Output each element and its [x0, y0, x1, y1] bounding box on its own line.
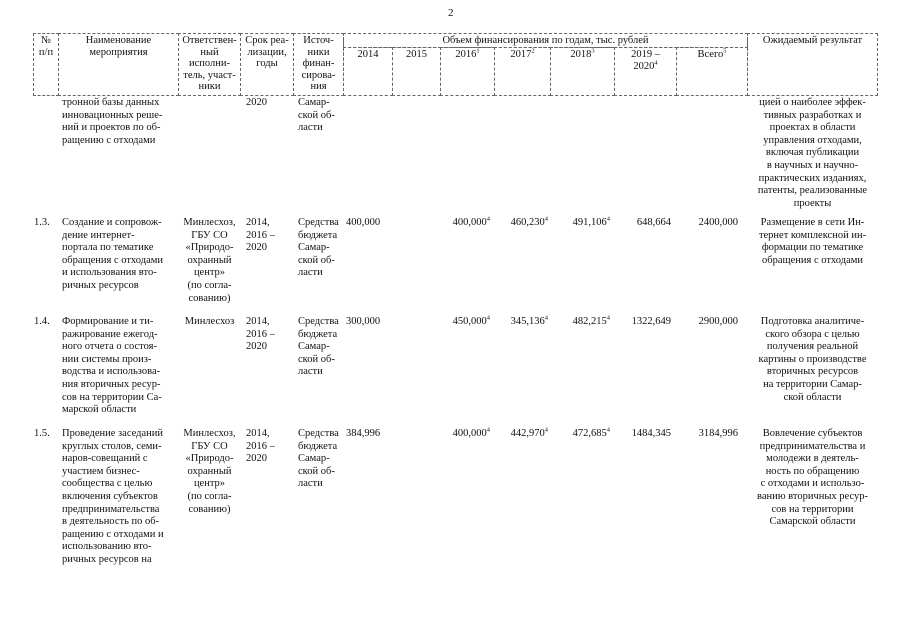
value-text: 400,000 — [452, 428, 487, 439]
row-value — [614, 428, 671, 441]
header-responsible: Ответствен- ный исполни- тель, участ- ники — [178, 33, 241, 96]
row-value — [676, 316, 738, 329]
row-responsible: Минлесхоз, ГБУ СО «Природо- охранный центр» (по согла- сованию) — [183, 217, 236, 304]
value-text: 472,685 — [572, 428, 607, 439]
value-text: 482,215 — [572, 316, 607, 327]
footnote-mark: 4 — [606, 215, 610, 223]
header-source: Источ- ники финан- сирова- ния — [293, 33, 344, 96]
header-num: № п/п — [33, 33, 59, 96]
row-value — [494, 428, 548, 441]
row-value — [676, 217, 738, 230]
value-text: 2900,000 — [698, 316, 738, 327]
row-num: 1.5. — [34, 428, 50, 439]
header-year-label: 2016 — [455, 49, 477, 60]
value-text: 400,000 — [346, 217, 381, 228]
row-value — [614, 217, 671, 230]
footnote-mark: 4 — [544, 314, 548, 322]
footnote-mark: 5 — [723, 47, 727, 55]
row-value — [676, 428, 738, 441]
page-number: 2 — [448, 7, 454, 19]
value-text: 345,136 — [510, 316, 545, 327]
row-value — [550, 316, 610, 329]
header-year — [614, 47, 677, 96]
row-result: Размещение в сети Ин- тернет комплексной ин- формации по тематике обращения с отходами — [758, 217, 867, 266]
footnote-mark: 4 — [486, 215, 490, 223]
row-source: Самар- ской об- ласти — [298, 97, 335, 134]
footnote-mark: 3 — [591, 47, 595, 55]
header-year — [494, 47, 551, 96]
header-year — [343, 47, 393, 96]
header-result: Ожидаемый результат — [747, 33, 878, 96]
header-funding: Объем финансирования по годам, тыс. рублей — [343, 33, 748, 48]
value-text: 1322,649 — [631, 316, 671, 327]
row-term: 2014, 2016 – 2020 — [246, 217, 275, 254]
header-year-label: 2014 — [357, 49, 379, 60]
header-year — [392, 47, 441, 96]
header-year-label: 2017 — [510, 49, 532, 60]
header-year-label: Всего — [697, 49, 724, 60]
row-value — [346, 217, 391, 230]
value-text: 491,106 — [572, 217, 607, 228]
value-text: 300,000 — [346, 316, 381, 327]
footnote-mark: 1 — [476, 47, 480, 55]
row-term: 2020 — [246, 97, 267, 108]
row-name: Проведение заседаний круглых столов, семи- наров-совещаний с участием бизнес- сообщества с целью включения субъектов предпринимательства в деятельность по об- ращению с отходами и использованию вто- ричных ресурсов на — [62, 428, 164, 565]
header-name: Наименование мероприятия — [58, 33, 179, 96]
footnote-mark: 4 — [654, 59, 658, 66]
row-result: Подготовка аналитиче- ского обзора с целью получения реальной картины о производстве вторичных ресурсов на территории Самар- ской области — [758, 316, 867, 403]
value-text: 2400,000 — [698, 217, 738, 228]
footnote-mark: 4 — [606, 426, 610, 434]
header-term: Срок реа- лизации, годы — [240, 33, 294, 96]
row-result: цией о наиболее эффек- тивных разработках и проектах в области управления отходами, включая публикации в научных и научно- практических изданиях, патенты, реализованные проекты — [757, 97, 868, 209]
row-term: 2014, 2016 – 2020 — [246, 428, 275, 465]
footnote-mark: 4 — [544, 215, 548, 223]
row-value — [494, 316, 548, 329]
header-year-label: 2018 — [570, 49, 592, 60]
row-value — [440, 217, 490, 230]
row-value — [614, 316, 671, 329]
footnote-mark: 2 — [531, 47, 535, 55]
row-value — [440, 316, 490, 329]
row-value — [494, 217, 548, 230]
value-text: 3184,996 — [698, 428, 738, 439]
row-name: тронной базы данных инновационных реше- ний и проектов по об- ращению с отходами — [62, 97, 163, 146]
value-text: 460,230 — [510, 217, 545, 228]
value-text: 384,996 — [346, 428, 381, 439]
value-text: 450,000 — [452, 316, 487, 327]
row-value — [346, 316, 391, 329]
value-text: 442,970 — [510, 428, 545, 439]
row-num: 1.3. — [34, 217, 50, 228]
row-name: Создание и сопровож- дение интернет- портала по тематике обращения с отходами и использования вто- ричных ресурсов — [62, 217, 163, 291]
row-value — [440, 428, 490, 441]
header-year-label: 2015 — [406, 49, 427, 60]
row-responsible: Минлесхоз, ГБУ СО «Природо- охранный центр» (по согла- сованию) — [183, 428, 236, 515]
row-num: 1.4. — [34, 316, 50, 327]
row-value — [346, 428, 391, 441]
header-year — [440, 47, 495, 96]
header-year — [676, 47, 748, 96]
value-text: 400,000 — [452, 217, 487, 228]
row-source: Средства бюджета Самар- ской об- ласти — [298, 217, 339, 279]
row-responsible: Минлесхоз — [184, 316, 235, 327]
row-value — [550, 217, 610, 230]
row-source: Средства бюджета Самар- ской об- ласти — [298, 316, 339, 378]
footnote-mark: 4 — [486, 314, 490, 322]
row-result: Вовлечение субъектов предпринимательства и молодежи в деятель- ность по обращению с отходами и использо- ванию вторичных ресур- сов на территории Самарской области — [757, 428, 868, 528]
value-text: 1484,345 — [631, 428, 671, 439]
header-year — [550, 47, 615, 96]
footnote-mark: 4 — [486, 426, 490, 434]
row-source: Средства бюджета Самар- ской об- ласти — [298, 428, 339, 490]
header-year-label: 2019 – 2020 — [631, 49, 660, 72]
row-term: 2014, 2016 – 2020 — [246, 316, 275, 353]
row-value — [550, 428, 610, 441]
footnote-mark: 4 — [606, 314, 610, 322]
footnote-mark: 4 — [544, 426, 548, 434]
value-text: 648,664 — [636, 217, 671, 228]
row-name: Формирование и ти- ражирование ежегод- ного отчета о состоя- нии системы произ- водства и использова- ния вторичных ресур- сов на территории Са- марской области — [62, 316, 162, 416]
